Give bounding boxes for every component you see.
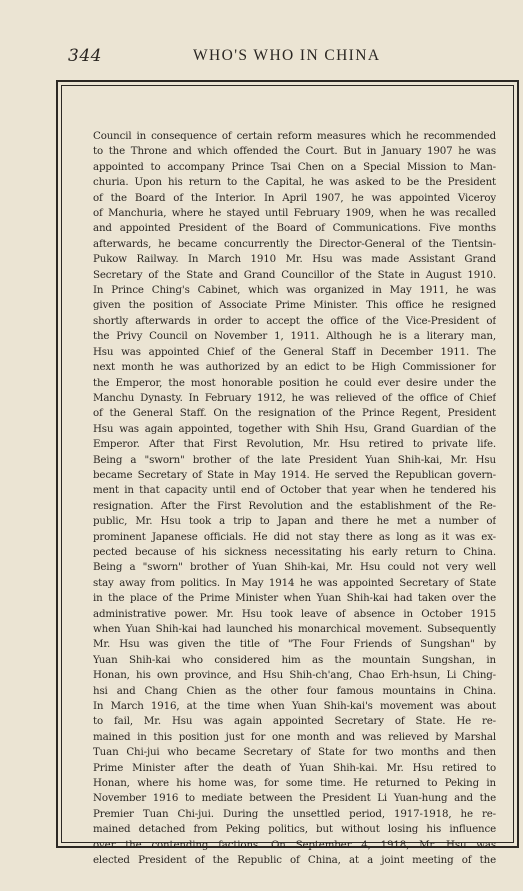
text-line: Council in consequence of certain reform measures which he recommended [93,130,496,142]
text-line: mained detached from Peking politics, but without losing his influence [93,823,496,836]
text-line: the Emperor, the most honorable position he could ever desire under the [93,376,496,389]
text-line: In Prince Ching's Cabinet, which was organized in May 1911, he was [93,284,496,297]
text-line: of the General Staff. On the resignation of the Prince Regent, President [93,407,496,420]
text-line: Hsu was appointed Chief of the General Staff in December 1911. The [93,345,496,358]
text-line: In March 1916, at the time when Yuan Shih-kai's movement was about [93,700,496,713]
text-line: over the contending factions. On September 4, 1918, Mr. Hsu was [93,838,496,851]
text-line: became Secretary of State in May 1914. He served the Republican govern- [93,468,496,481]
text-line: Pukow Railway. In March 1910 Mr. Hsu was made Assistant Grand [93,253,496,266]
text-line: of the Board of the Interior. In April 1907, he was appointed Viceroy [93,191,496,204]
text-line: stay away from politics. In May 1914 he was appointed Secretary of State [93,576,496,589]
text-line: next month he was authorized by an edict to be High Commissioner for [93,361,496,374]
text-line: November 1916 to mediate between the President Li Yuan-hung and the [93,792,496,805]
text-line: hsi and Chang Chien as the other four famous mountains in China. [93,684,496,697]
text-line: Yuan Shih-kai who considered him as the mountain Sungshan, in [93,653,496,666]
text-line: pected because of his sickness necessitating his early return to China. [93,545,496,558]
text-line: to fail, Mr. Hsu was again appointed Secretary of State. He re- [93,715,496,728]
text-line: ment in that capacity until end of October that year when he tendered his [93,484,496,497]
text-line: when Yuan Shih-kai had launched his monarchical movement. Subsequently [93,623,496,635]
running-title: WHO'S WHO IN CHINA [193,47,381,64]
text-line: Mr. Hsu was given the title of "The Four Friends of Sungshan" by [93,638,496,651]
text-line: Secretary of the State and Grand Councillor of the State in August 1910. [93,268,496,281]
text-line: the Privy Council on November 1, 1911. Although he is a literary man, [93,330,496,343]
text-line: prominent Japanese officials. He did not stay there as long as it was ex- [93,530,496,543]
text-line: to the Throne and which offended the Court. But in January 1907 he was [93,145,496,158]
text-line: appointed to accompany Prince Tsai Chen on a Special Mission to Man- [93,160,496,173]
text-line: of Manchuria, where he stayed until February 1909, when he was recalled [93,207,496,220]
text-line: afterwards, he became concurrently the Director-General of the Tientsin- [93,237,496,250]
page-number: 344 [68,46,102,66]
text-line: Tuan Chi-jui who became Secretary of State for two months and then [93,746,496,759]
text-line: mained in this position just for one month and was relieved by Marshal [93,730,496,743]
text-line: Honan, his own province, and Hsu Shih-ch'ang, Chao Erh-hsun, Li Ching- [93,669,496,682]
text-line: Honan, where his home was, for some time. He returned to Peking in [93,777,496,790]
biography-text [93,129,496,869]
text-line: Manchu Dynasty. In February 1912, he was relieved of the office of Chief [93,391,496,404]
text-line: administrative power. Mr. Hsu took leave of absence in October 1915 [93,607,496,620]
text-line: Being a "sworn" brother of the late President Yuan Shih-kai, Mr. Hsu [93,453,496,466]
text-line: elected President of the Republic of China, at a joint meeting of the [93,854,496,867]
text-line: public, Mr. Hsu took a trip to Japan and there he met a number of [93,515,496,528]
text-line: shortly afterwards in order to accept the office of the Vice-President of [93,314,496,327]
text-line: Hsu was again appointed, together with Shih Hsu, Grand Guardian of the [93,422,496,435]
text-line: and appointed President of the Board of Communications. Five months [93,222,496,235]
text-line: Being a "sworn" brother of Yuan Shih-kai, Mr. Hsu could not very well [93,561,496,574]
text-line: Emperor. After that First Revolution, Mr. Hsu retired to private life. [93,438,496,451]
text-line: resignation. After the First Revolution and the establishment of the Re- [93,499,496,512]
text-line: given the position of Associate Prime Minister. This office he resigned [93,299,496,312]
text-line: Prime Minister after the death of Yuan Shih-kai. Mr. Hsu retired to [93,761,496,774]
text-line: churia. Upon his return to the Capital, he was asked to be the President [93,176,496,189]
text-line: Premier Tuan Chi-jui. During the unsettled period, 1917-1918, he re- [93,807,496,820]
text-line: in the place of the Prime Minister when Yuan Shih-kai had taken over the [93,592,496,605]
